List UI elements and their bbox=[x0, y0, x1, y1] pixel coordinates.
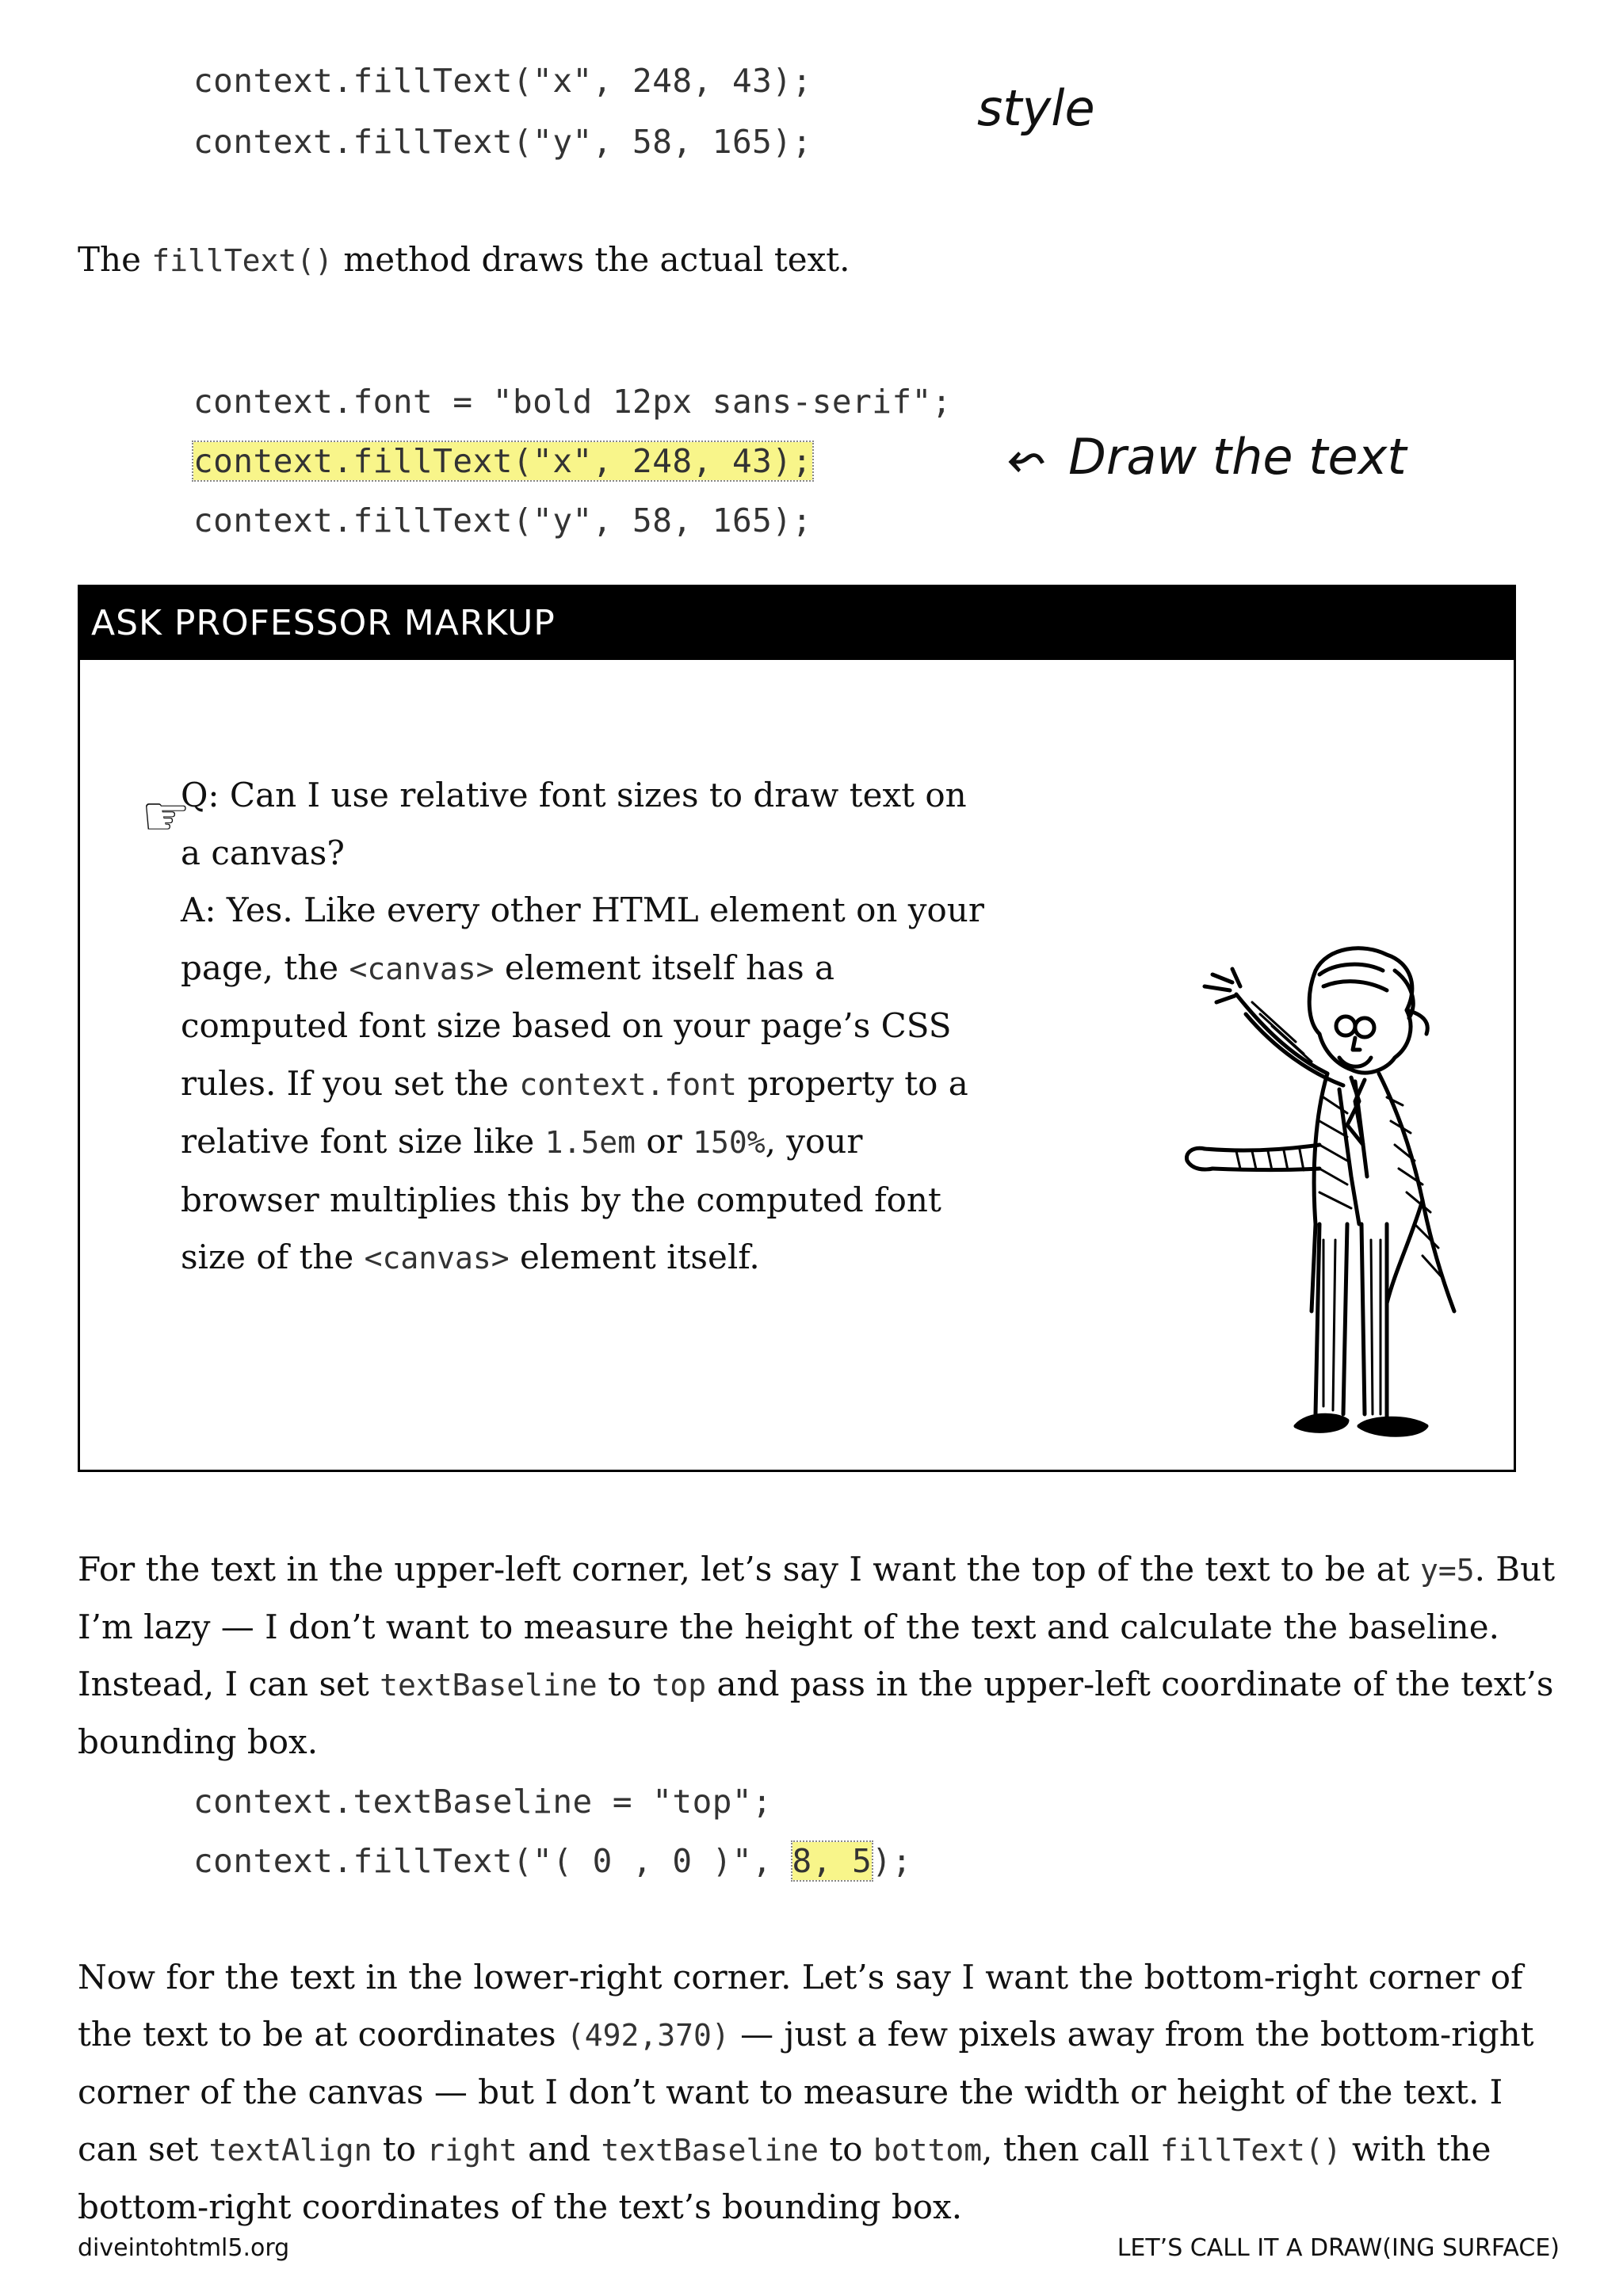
qa-text bbox=[181, 767, 997, 1287]
code-line: context.fillText("y", 58, 165); bbox=[193, 502, 812, 540]
pointing-hand-icon: ☞ bbox=[141, 784, 191, 849]
code-annotation: ⬿ Draw the text bbox=[1008, 428, 1407, 486]
inline-code: fillText() bbox=[151, 243, 334, 278]
code-highlight: 8, 5 bbox=[792, 1842, 873, 1880]
code-line: context.font = "bold 12px sans-serif"; bbox=[193, 383, 952, 421]
paragraph: For the text in the upper-left corner, let’s say I want the top of the text to be at y=5. But I’m lazy — I don’t want to measure the height of the text and calculate the baseline. Instead, I can set textBaseline to top and pass in the upper-left coordinate of the text’s bounding box. bbox=[78, 1550, 1556, 1761]
footer-chapter: LET’S CALL IT A DRAW(ING SURFACE) bbox=[1117, 2234, 1560, 2262]
code-line: context.fillText("y", 58, 165); bbox=[193, 123, 812, 161]
code-annotation: style bbox=[977, 79, 1095, 137]
paragraph: Now for the text in the lower-right corner. Let’s say I want the bottom-right corner of the text to be at coordinates (492,370) — just a few pixels away from the bottom-right corner of the canvas — but I don’t want to measure the width or height of the text. I can set textAlign to right and textBaseline to bottom, then call fillText() with the bottom-right coordinates of the text’s bounding box. bbox=[78, 1958, 1534, 2226]
code-line bbox=[193, 442, 812, 480]
squiggle-arrow-icon: ⬿ bbox=[1008, 431, 1045, 485]
code-line: context.fillText("x", 248, 43); bbox=[193, 62, 812, 100]
question: Q: Can I use relative font sizes to draw text on a canvas? bbox=[181, 776, 967, 872]
code-line: context.textBaseline = "top"; bbox=[193, 1783, 773, 1821]
answer: A: Yes. Like every other HTML element on your page, the <canvas> element itself has a computed font size based on your page’s CSS rules. If you set the context.font property to a relative font size like 1.5em or 150%, your browser multiplies this by the computed font size of the <canvas> element itself. bbox=[181, 891, 984, 1276]
box-header: ASK PROFESSOR MARKUP bbox=[80, 587, 1514, 660]
paragraph: The fillText() method draws the actual text. bbox=[78, 240, 850, 279]
code-line: context.fillText("( 0 , 0 )", 8, 5); bbox=[193, 1842, 912, 1880]
professor-illustration bbox=[1157, 939, 1490, 1462]
footer-site: diveintohtml5.org bbox=[78, 2234, 290, 2262]
code-highlight: context.fillText("x", 248, 43); bbox=[193, 442, 812, 480]
